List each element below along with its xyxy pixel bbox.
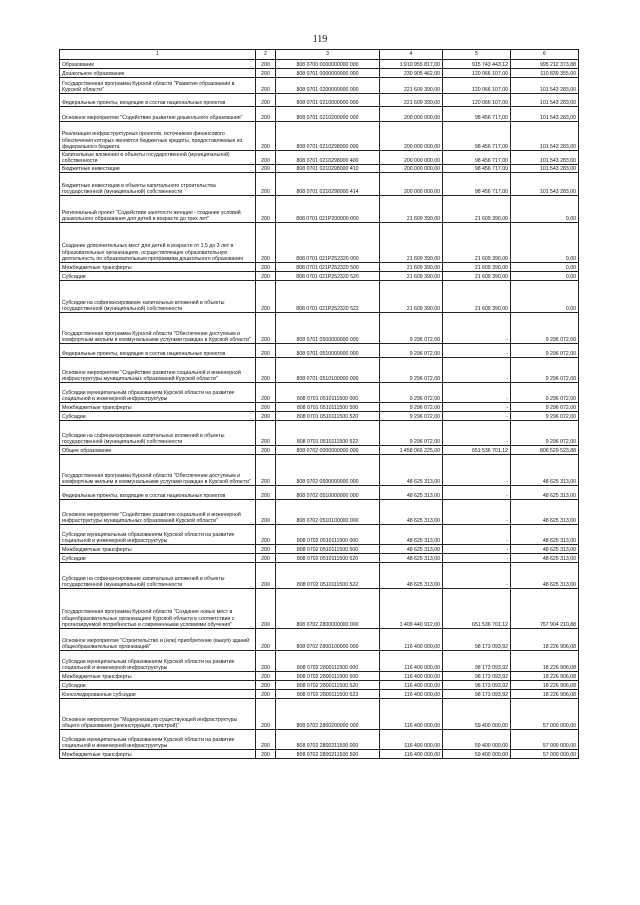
row-name: Бюджетные инвестиции [60,165,256,173]
row-amount-col5: 98 173 093,92 [443,651,511,672]
row-name: Субсидии [60,554,256,563]
budget-table [59,49,579,759]
row-budget-code: 808 0701 0210298000 414 [276,173,380,196]
row-amount-col4: 1 409 440 912,00 [380,589,443,629]
header-row [60,50,579,60]
table-row [60,122,579,151]
row-amount-col6: 57 000 000,00 [511,750,579,759]
row-amount-col6: 757 904 210,88 [511,589,579,629]
row-name: Федеральные проекты, входящие в состав национальных проектов [60,344,256,358]
row-name: Субсидии муниципальным образованиям Курской области на развитие социальной и инженерной инфраструктуры [60,383,256,403]
row-amount-col6: 18 226 906,08 [511,651,579,672]
table-row [60,165,579,173]
row-name: Государственная программа Курской области "Обеспечение доступным и комфортным жильем и коммунальными услугами граждан в Курской области" [60,455,256,486]
row-admin-code: 200 [256,165,276,173]
table-row [60,223,579,263]
row-budget-code: 808 0702 2800000000 000 [276,589,380,629]
row-budget-code: 808 0701 021P200000 000 [276,196,380,223]
row-name: Государственная программа Курской области "Развитие образования в Курской области" [60,78,256,94]
row-amount-col4: 200 000 000,00 [380,165,443,173]
row-name: Образование [60,60,256,69]
row-amount-col5: 98 456 717,00 [443,107,511,122]
row-amount-col4: 1 910 955 817,00 [380,60,443,69]
row-name: Субсидии на софинансирование капитальных вложений в объекты государственной (муниципальной) собственности [60,281,256,313]
row-amount-col6: 9 296 072,00 [511,383,579,403]
row-admin-code: 200 [256,545,276,554]
row-amount-col4: 48 625 313,00 [380,500,443,525]
row-amount-col4: 230 905 462,00 [380,69,443,78]
row-name: Субсидии [60,412,256,421]
row-budget-code: 808 0701 0210000000 000 [276,94,380,107]
table-row [60,344,579,358]
row-amount-col5: 98 456 717,00 [443,122,511,151]
row-amount-col5: 651 536 701,12 [443,446,511,455]
table-row [60,421,579,446]
row-name: Бюджетные инвестиции в объекты капитального строительства государственной (муниципальной) собственности [60,173,256,196]
row-budget-code: 808 0701 0510111500 520 [276,412,380,421]
row-admin-code: 200 [256,223,276,263]
row-amount-col4: 9 296 072,00 [380,383,443,403]
row-amount-col6: 0,00 [511,196,579,223]
row-amount-col5: - [443,545,511,554]
table-row [60,690,579,699]
table-row [60,446,579,455]
row-budget-code: 808 0702 0510111500 500 [276,545,380,554]
row-name: Федеральные проекты, входящие в состав национальных проектов [60,94,256,107]
table-header [60,50,579,60]
row-admin-code: 200 [256,730,276,750]
row-budget-code: 808 0702 2800111500 000 [276,651,380,672]
row-amount-col5: 120 066 107,00 [443,94,511,107]
row-admin-code: 200 [256,344,276,358]
row-amount-col5: - [443,525,511,545]
row-amount-col6: 48 625 313,00 [511,486,579,500]
row-amount-col6: 18 226 906,08 [511,629,579,651]
row-budget-code: 808 0701 0000000000 000 [276,69,380,78]
row-budget-code: 808 0701 0210298000 400 [276,151,380,165]
row-amount-col6: 101 543 283,00 [511,122,579,151]
row-name: Субсидии [60,681,256,690]
row-amount-col6: 995 212 373,88 [511,60,579,69]
row-budget-code: 808 0702 2800111500 500 [276,672,380,681]
row-admin-code: 200 [256,651,276,672]
column-header-2: 2 [256,50,276,60]
row-budget-code: 808 0702 0510111500 522 [276,563,380,589]
row-admin-code: 200 [256,107,276,122]
row-amount-col4: 116 400 000,00 [380,730,443,750]
row-amount-col4: 48 625 313,00 [380,563,443,589]
row-amount-col6: 0,00 [511,223,579,263]
row-amount-col5: 98 456 717,00 [443,151,511,165]
row-admin-code: 200 [256,412,276,421]
row-amount-col4: 48 625 313,00 [380,455,443,486]
row-name: Консолидированные субсидии [60,690,256,699]
table-row [60,554,579,563]
row-name: Основное мероприятие "Содействие развитию социальной и инженерной инфраструктуры муниципальных образований Курской области" [60,500,256,525]
row-amount-col5: 120 066 107,00 [443,78,511,94]
row-budget-code: 808 0702 2800211500 500 [276,750,380,759]
row-amount-col5: 98 456 717,00 [443,165,511,173]
row-amount-col4: 9 296 072,00 [380,313,443,344]
row-amount-col5: 98 173 093,92 [443,629,511,651]
table-row [60,525,579,545]
row-admin-code: 200 [256,554,276,563]
row-budget-code: 808 0701 0210200000 000 [276,107,380,122]
row-admin-code: 200 [256,455,276,486]
row-amount-col5: - [443,412,511,421]
row-admin-code: 200 [256,78,276,94]
page-number: 119 [312,34,328,45]
row-name: Межбюджетные трансферты [60,545,256,554]
row-amount-col6: 9 296 072,00 [511,403,579,412]
row-amount-col6: 0,00 [511,263,579,272]
row-amount-col4: 48 625 313,00 [380,554,443,563]
row-amount-col4: 21 609 390,00 [380,223,443,263]
row-amount-col6: 806 529 523,88 [511,446,579,455]
row-amount-col4: 9 296 072,00 [380,421,443,446]
row-amount-col5: - [443,403,511,412]
row-amount-col5: 59 400 000,00 [443,750,511,759]
row-amount-col4: 9 296 072,00 [380,358,443,383]
row-admin-code: 200 [256,94,276,107]
row-admin-code: 200 [256,122,276,151]
row-amount-col5: 21 609 390,00 [443,281,511,313]
row-name: Общее образование [60,446,256,455]
row-admin-code: 200 [256,421,276,446]
row-amount-col5: 98 173 093,92 [443,690,511,699]
table-row [60,358,579,383]
row-name: Субсидии на софинансирование капитальных вложений в объекты государственной (муниципальной) собственности [60,421,256,446]
row-budget-code: 808 0701 0200000000 000 [276,78,380,94]
table-row [60,151,579,165]
table-row [60,651,579,672]
row-admin-code: 200 [256,272,276,281]
row-budget-code: 808 0701 021P252320 500 [276,263,380,272]
row-amount-col6: 18 226 906,08 [511,690,579,699]
row-budget-code: 808 0701 0510111500 500 [276,403,380,412]
row-amount-col6: 57 000 000,00 [511,730,579,750]
row-name: Основное мероприятие "Содействие развитию социальной и инженерной инфраструктуры муниципальных образований Курской области" [60,358,256,383]
row-amount-col5: 651 536 701,12 [443,589,511,629]
row-admin-code: 200 [256,672,276,681]
row-amount-col6: 18 226 906,08 [511,681,579,690]
row-admin-code: 200 [256,358,276,383]
row-amount-col5: 98 173 093,92 [443,672,511,681]
table-row [60,563,579,589]
row-name: Основное мероприятие "Модернизация существующей инфраструктуры общего образования (реконструкция, пристрой)" [60,699,256,730]
table-row [60,403,579,412]
row-admin-code: 200 [256,690,276,699]
row-amount-col4: 1 458 066 225,00 [380,446,443,455]
row-amount-col5: - [443,486,511,500]
row-amount-col4: 200 000 000,00 [380,173,443,196]
column-header-6: 6 [511,50,579,60]
row-name: Межбюджетные трансферты [60,672,256,681]
table-row [60,455,579,486]
row-admin-code: 200 [256,589,276,629]
row-amount-col4: 9 296 072,00 [380,403,443,412]
row-amount-col4: 9 296 072,00 [380,412,443,421]
table-row [60,486,579,500]
row-amount-col5: - [443,554,511,563]
row-amount-col5: 915 743 443,12 [443,60,511,69]
row-admin-code: 200 [256,69,276,78]
row-amount-col6: 101 543 283,00 [511,94,579,107]
row-budget-code: 808 0701 021P252320 520 [276,272,380,281]
row-admin-code: 200 [256,403,276,412]
row-name: Капитальные вложения в объекты государственной (муниципальной) собственности [60,151,256,165]
table-row [60,383,579,403]
row-budget-code: 808 0702 0500000000 000 [276,455,380,486]
row-name: Субсидии муниципальным образованиям Курской области на развитие социальной и инженерной инфраструктуры [60,525,256,545]
table-row [60,173,579,196]
row-admin-code: 200 [256,525,276,545]
row-amount-col4: 116 400 000,00 [380,629,443,651]
row-amount-col4: 48 625 313,00 [380,486,443,500]
column-header-4: 4 [380,50,443,60]
row-amount-col6: 101 543 283,00 [511,151,579,165]
row-budget-code: 808 0701 0210298000 410 [276,165,380,173]
row-amount-col5: 21 609 390,00 [443,196,511,223]
row-name: Основное мероприятие "Содействие развитию дошкольного образования" [60,107,256,122]
row-amount-col5: - [443,500,511,525]
row-amount-col6: 0,00 [511,272,579,281]
row-name: Межбюджетные трансферты [60,403,256,412]
row-amount-col5: 21 609 390,00 [443,223,511,263]
row-amount-col5: - [443,563,511,589]
row-amount-col4: 116 400 000,00 [380,690,443,699]
row-budget-code: 808 0702 0510100000 000 [276,500,380,525]
row-budget-code: 808 0702 0000000000 000 [276,446,380,455]
row-budget-code: 808 0701 0500000000 000 [276,313,380,344]
row-amount-col4: 200 000 000,00 [380,122,443,151]
row-amount-col4: 221 609 390,00 [380,94,443,107]
row-amount-col5: - [443,344,511,358]
row-name: Субсидии муниципальным образованиям Курской области на развитие социальной и инженерной инфраструктуры [60,730,256,750]
row-name: Межбюджетные трансферты [60,750,256,759]
table-row [60,196,579,223]
row-name: Государственная программа Курской области "Обеспечение доступным и комфортным жильем и коммунальными услугами граждан в Курской области" [60,313,256,344]
row-amount-col4: 116 400 000,00 [380,699,443,730]
row-budget-code: 808 0701 0510111500 000 [276,383,380,403]
row-admin-code: 200 [256,563,276,589]
row-amount-col4: 200 000 000,00 [380,151,443,165]
row-admin-code: 200 [256,446,276,455]
row-name: Межбюджетные трансферты [60,263,256,272]
row-admin-code: 200 [256,750,276,759]
table-body [60,60,579,759]
table-row [60,272,579,281]
row-amount-col6: 101 543 283,00 [511,173,579,196]
column-header-3: 3 [276,50,380,60]
row-amount-col6: 101 543 283,00 [511,165,579,173]
row-admin-code: 200 [256,699,276,730]
row-budget-code: 808 0701 021P252320 000 [276,223,380,263]
table-row [60,313,579,344]
row-admin-code: 200 [256,60,276,69]
row-amount-col6: 9 296 072,00 [511,313,579,344]
table-row [60,281,579,313]
table-row [60,681,579,690]
row-amount-col5: 98 173 093,92 [443,681,511,690]
row-name: Субсидии [60,272,256,281]
row-amount-col6: 9 296 072,00 [511,421,579,446]
row-amount-col5: 120 066 107,00 [443,69,511,78]
row-budget-code: 808 0702 2800111500 520 [276,681,380,690]
row-amount-col5: - [443,455,511,486]
row-amount-col4: 21 609 390,00 [380,272,443,281]
row-name: Региональный проект "Содействие занятости женщин - создание условий дошкольного образования для детей в возрасте до трех лет" [60,196,256,223]
row-budget-code: 808 0701 0510000000 000 [276,344,380,358]
row-admin-code: 200 [256,173,276,196]
row-admin-code: 200 [256,681,276,690]
row-amount-col6: 48 625 313,00 [511,525,579,545]
table-row [60,107,579,122]
row-amount-col6: 110 839 355,00 [511,69,579,78]
row-amount-col4: 48 625 313,00 [380,525,443,545]
column-header-1: 1 [60,50,256,60]
row-budget-code: 808 0701 0210298000 000 [276,122,380,151]
row-amount-col5: 98 456 717,00 [443,173,511,196]
row-amount-col6: 57 000 000,00 [511,699,579,730]
table-row [60,500,579,525]
row-amount-col6: 101 543 283,00 [511,78,579,94]
row-admin-code: 200 [256,313,276,344]
row-budget-code: 808 0701 0510111500 522 [276,421,380,446]
table-row [60,60,579,69]
table-row [60,589,579,629]
row-admin-code: 200 [256,486,276,500]
row-amount-col5: - [443,383,511,403]
row-admin-code: 200 [256,281,276,313]
table-row [60,69,579,78]
row-amount-col4: 48 625 313,00 [380,545,443,554]
row-amount-col6: 9 296 072,00 [511,344,579,358]
row-name: Дошкольное образование [60,69,256,78]
table-row [60,412,579,421]
row-amount-col5: - [443,358,511,383]
row-budget-code: 808 0702 0510000000 000 [276,486,380,500]
row-amount-col5: - [443,313,511,344]
row-admin-code: 200 [256,629,276,651]
table-row [60,750,579,759]
table-row [60,545,579,554]
row-amount-col5: 59 400 000,00 [443,730,511,750]
row-admin-code: 200 [256,196,276,223]
row-amount-col6: 48 625 313,00 [511,500,579,525]
row-amount-col4: 21 609 390,00 [380,281,443,313]
row-admin-code: 200 [256,383,276,403]
row-name: Государственная программа Курской области "Создание новых мест в общеобразовательных организациях Курской области в соответствии с прогнозируемой потребностью и современными условиями обучения" [60,589,256,629]
row-name: Субсидии на софинансирование капитальных вложений в объекты государственной (муниципальной) собственности [60,563,256,589]
table-row [60,730,579,750]
row-amount-col4: 116 400 000,00 [380,681,443,690]
row-amount-col4: 116 400 000,00 [380,672,443,681]
row-amount-col6: 9 296 072,00 [511,358,579,383]
row-budget-code: 808 0702 2800200000 000 [276,699,380,730]
row-budget-code: 808 0702 2800111500 523 [276,690,380,699]
table-row [60,672,579,681]
row-admin-code: 200 [256,151,276,165]
row-amount-col4: 116 400 000,00 [380,750,443,759]
row-amount-col4: 221 609 390,00 [380,78,443,94]
row-budget-code: 808 0702 2800100000 000 [276,629,380,651]
row-amount-col5: 21 609 390,00 [443,263,511,272]
column-header-5: 5 [443,50,511,60]
table-row [60,78,579,94]
row-amount-col6: 48 625 313,00 [511,455,579,486]
table-row [60,94,579,107]
row-budget-code: 808 0702 0510111500 520 [276,554,380,563]
row-budget-code: 808 0702 0510111500 000 [276,525,380,545]
table-row [60,699,579,730]
row-amount-col6: 9 296 072,00 [511,412,579,421]
row-amount-col6: 48 625 313,00 [511,563,579,589]
row-amount-col4: 116 400 000,00 [380,651,443,672]
row-amount-col5: - [443,421,511,446]
row-amount-col6: 48 625 313,00 [511,554,579,563]
row-name: Основное мероприятие "Строительство и (или) приобретение (выкуп) зданий общеобразовательных организаций" [60,629,256,651]
row-amount-col6: 0,00 [511,281,579,313]
row-budget-code: 808 0701 0510100000 000 [276,358,380,383]
row-name: Реализация инфраструктурных проектов, источником финансового обеспечения которых являются бюджетные кредиты, предоставляемые из федерального бюджета [60,122,256,151]
row-budget-code: 808 0701 021P252320 522 [276,281,380,313]
row-budget-code: 808 0700 0000000000 000 [276,60,380,69]
row-amount-col4: 21 609 390,00 [380,263,443,272]
row-name: Создание дополнительных мест для детей в возрасте от 1,5 до 3 лет в образовательных организациях, осуществляющих образовательную деятельность по образовательным программам дошкольного образования [60,223,256,263]
row-name: Субсидии муниципальным образованиям Курской области на развитие социальной и инженерной инфраструктуры [60,651,256,672]
row-amount-col4: 200 000 000,00 [380,107,443,122]
row-amount-col5: 21 609 390,00 [443,272,511,281]
table-row [60,263,579,272]
row-amount-col6: 18 226 906,08 [511,672,579,681]
row-amount-col4: 9 296 072,00 [380,344,443,358]
row-amount-col6: 101 543 283,00 [511,107,579,122]
row-budget-code: 808 0702 2800211500 000 [276,730,380,750]
row-admin-code: 200 [256,500,276,525]
row-amount-col5: 59 400 000,00 [443,699,511,730]
row-amount-col4: 21 609 390,00 [380,196,443,223]
table-row [60,629,579,651]
row-name: Федеральные проекты, входящие в состав национальных проектов [60,486,256,500]
row-admin-code: 200 [256,263,276,272]
row-amount-col6: 48 625 313,00 [511,545,579,554]
